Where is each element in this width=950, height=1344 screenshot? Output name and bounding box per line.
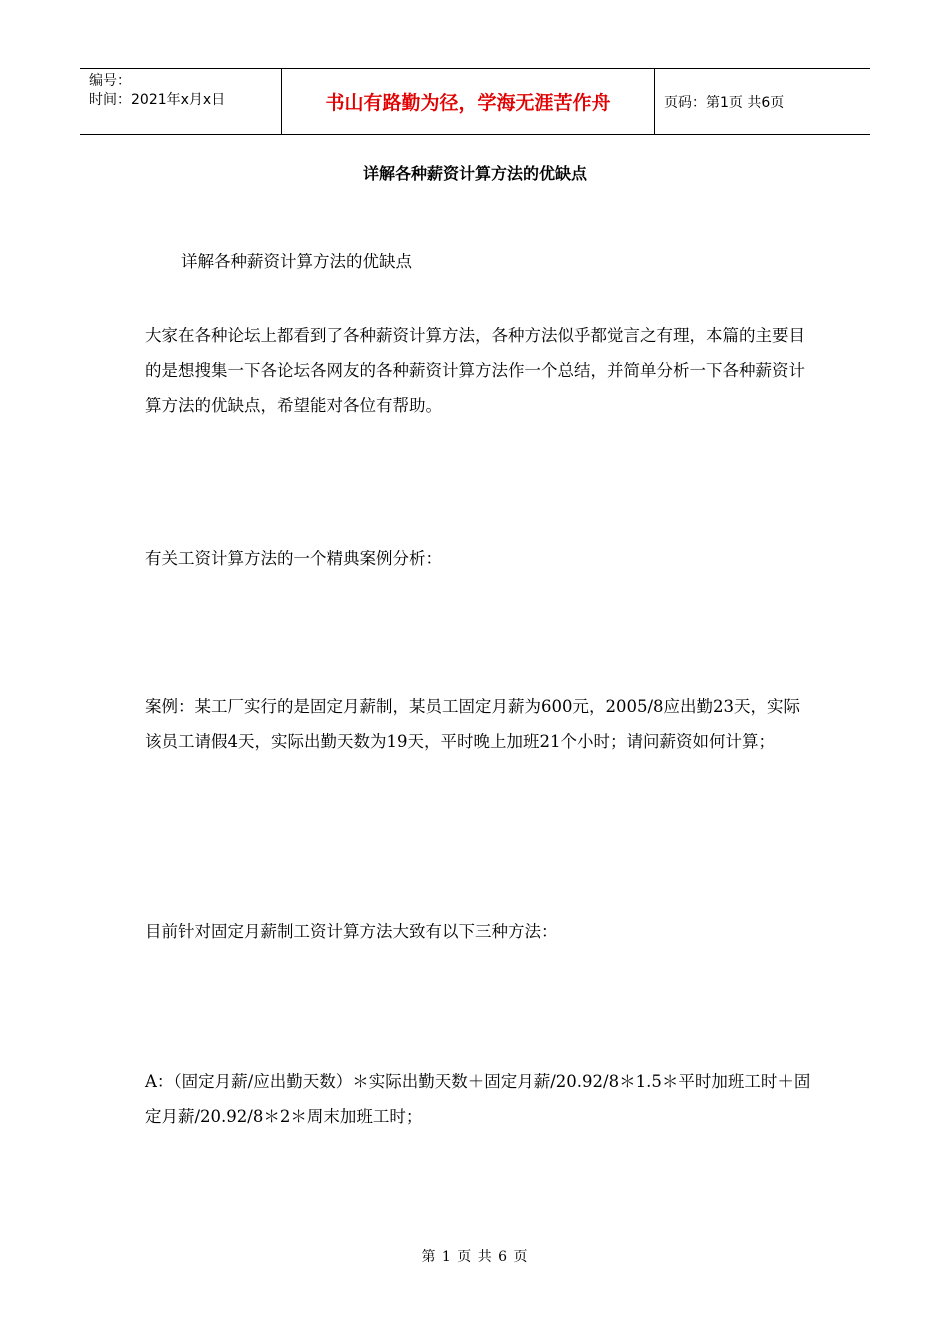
page-footer: 第 1 页 共 6 页 [421,1249,529,1265]
header-info-cell [80,69,282,134]
header-time-label: 时间：2021年x月x日 [89,92,226,108]
paragraph-intro: 大家在各种论坛上都看到了各种薪资计算方法，各种方法似乎都觉言之有理，本篇的主要目的是想搜集一下各论坛各网友的各种薪资计算方法作一个总结，并简单分析一下各种薪资计算方法的优缺点，希望能对各位有帮助。 [145,326,805,415]
paragraph-method-a: A：（固定月薪/应出勤天数）＊实际出勤天数＋固定月薪/20.92/8＊1.5＊平时加班工时＋固定月薪/20.92/8＊2＊周末加班工时； [145,1072,811,1126]
document-title: 详解各种薪资计算方法的优缺点 [362,164,587,183]
header-slogan: 书山有路勤为径，学海无涯苦作舟 [282,69,655,134]
paragraph-methods-intro: 目前针对固定月薪制工资计算方法大致有以下三种方法： [145,922,558,941]
document-header [80,68,870,135]
document-subtitle: 详解各种薪资计算方法的优缺点 [181,252,412,271]
header-page-label: 页码：第1页 共6页 [664,94,785,111]
paragraph-case-heading: 有关工资计算方法的一个精典案例分析： [145,549,442,568]
paragraph-case: 案例：某工厂实行的是固定月薪制，某员工固定月薪为600元，2005/8应出勤23天，实际该员工请假4天，实际出勤天数为19天，平时晚上加班21个小时；请问薪资如何计算； [145,697,801,751]
header-number-label: 编号： [89,73,131,89]
